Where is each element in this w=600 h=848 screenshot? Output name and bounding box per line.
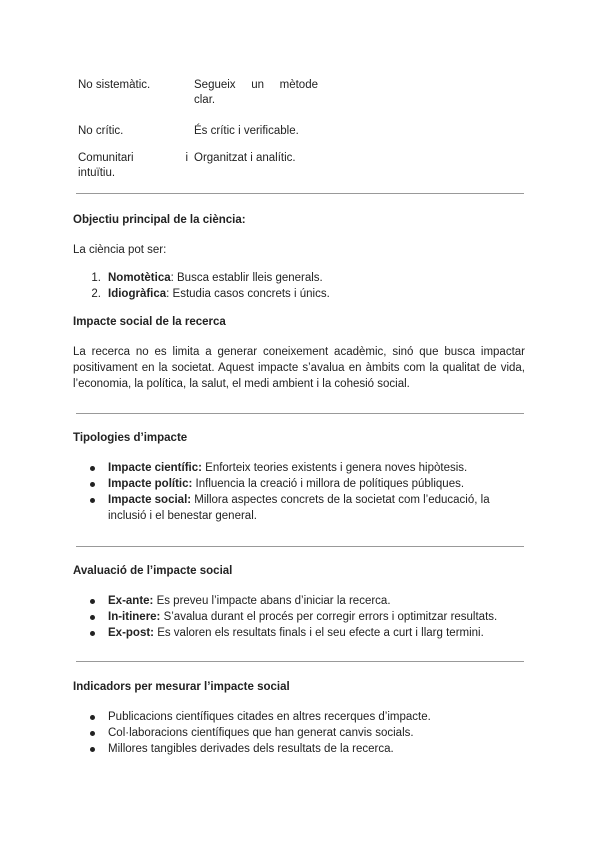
bullet-list	[73, 709, 525, 757]
section-heading: Impacte social de la recerca	[73, 316, 226, 328]
list-text: Es preveu l’impacte abans d’iniciar la recerca.	[153, 595, 391, 607]
table-cell: No crític.	[78, 125, 124, 137]
bullet-icon	[90, 599, 95, 604]
table-cell	[194, 78, 318, 108]
section-heading: Tipologies d’impacte	[73, 432, 188, 444]
table-row	[78, 78, 338, 124]
list-term: Impacte científic:	[108, 462, 202, 474]
list-item	[73, 270, 525, 286]
list-item	[73, 709, 525, 725]
list-text: Col·laboracions científiques que han generat canvis socials.	[108, 727, 414, 739]
list-text: Es valoren els resultats finals i el seu efecte a curt i llarg termini.	[154, 627, 484, 639]
table-cell-line: clar.	[194, 94, 216, 106]
list-item	[73, 492, 525, 524]
list-item	[73, 593, 525, 609]
table-cell-line: Comunitari i	[78, 152, 188, 164]
list-text: : Estudia casos concrets i únics.	[166, 288, 330, 300]
section-heading: Indicadors per mesurar l’impacte social	[73, 681, 290, 693]
list-item	[73, 460, 525, 476]
table-cell-line: intuïtiu.	[78, 167, 116, 179]
bullet-icon	[90, 747, 95, 752]
table-cell: Organitzat i analític.	[194, 152, 296, 164]
list-text: Millora aspectes concrets de la societat com l’educació, la inclusió i el benestar general.	[108, 494, 490, 522]
bullet-icon	[90, 631, 95, 636]
list-term: In-itinere:	[108, 611, 161, 623]
horizontal-rule	[76, 546, 524, 547]
list-item	[73, 286, 525, 302]
list-term: Impacte polític:	[108, 478, 193, 490]
list-item	[73, 476, 525, 492]
list-text: Millores tangibles derivades dels resultats de la recerca.	[108, 743, 394, 755]
list-text: Influencia la creació i millora de polítiques públiques.	[192, 478, 465, 490]
bullet-list	[73, 593, 525, 641]
list-term: Idiogràfica	[108, 288, 167, 300]
list-text: S’avalua durant el procés per corregir errors i optimitzar resultats.	[160, 611, 498, 623]
section-heading: Objectiu principal de la ciència:	[73, 214, 246, 226]
horizontal-rule	[76, 661, 524, 662]
bullet-list	[73, 460, 525, 524]
list-number: 1.	[91, 272, 101, 284]
bullet-icon	[90, 498, 95, 503]
list-term: Ex-post:	[108, 627, 154, 639]
bullet-icon	[90, 615, 95, 620]
numbered-list	[73, 270, 525, 302]
list-term: Impacte social:	[108, 494, 192, 506]
list-item	[73, 725, 525, 741]
list-item	[73, 609, 525, 625]
section-heading: Avaluació de l’impacte social	[73, 565, 233, 577]
table-cell-line: Segueix un mètode	[194, 79, 318, 91]
list-term: Ex-ante:	[108, 595, 154, 607]
list-text: Publicacions científiques citades en altres recerques d’impacte.	[108, 711, 431, 723]
bullet-icon	[90, 482, 95, 487]
table-row	[78, 124, 338, 151]
horizontal-rule	[76, 413, 524, 414]
list-text: Enforteix teories existents i genera noves hipòtesis.	[201, 462, 468, 474]
comparison-table	[78, 78, 338, 183]
list-number: 2.	[91, 288, 101, 300]
list-item	[73, 625, 525, 641]
list-term: Nomotètica	[108, 272, 171, 284]
list-text: : Busca establir lleis generals.	[170, 272, 323, 284]
table-cell: És crític i verificable.	[194, 125, 299, 137]
bullet-icon	[90, 731, 95, 736]
table-row	[78, 151, 338, 183]
intro-text: La ciència pot ser:	[73, 244, 167, 256]
table-cell	[78, 151, 188, 181]
list-item	[73, 741, 525, 757]
horizontal-rule	[76, 193, 524, 194]
bullet-icon	[90, 466, 95, 471]
body-paragraph: La recerca no es limita a generar coneixement acadèmic, sinó que busca impactar positivament en la societat. Aquest impacte s’avalua en àmbits com la qualitat de vida, l’economia, la política, la salut, el medi ambient i la cohesió social.	[73, 346, 525, 390]
bullet-icon	[90, 715, 95, 720]
table-cell: No sistemàtic.	[78, 79, 151, 91]
